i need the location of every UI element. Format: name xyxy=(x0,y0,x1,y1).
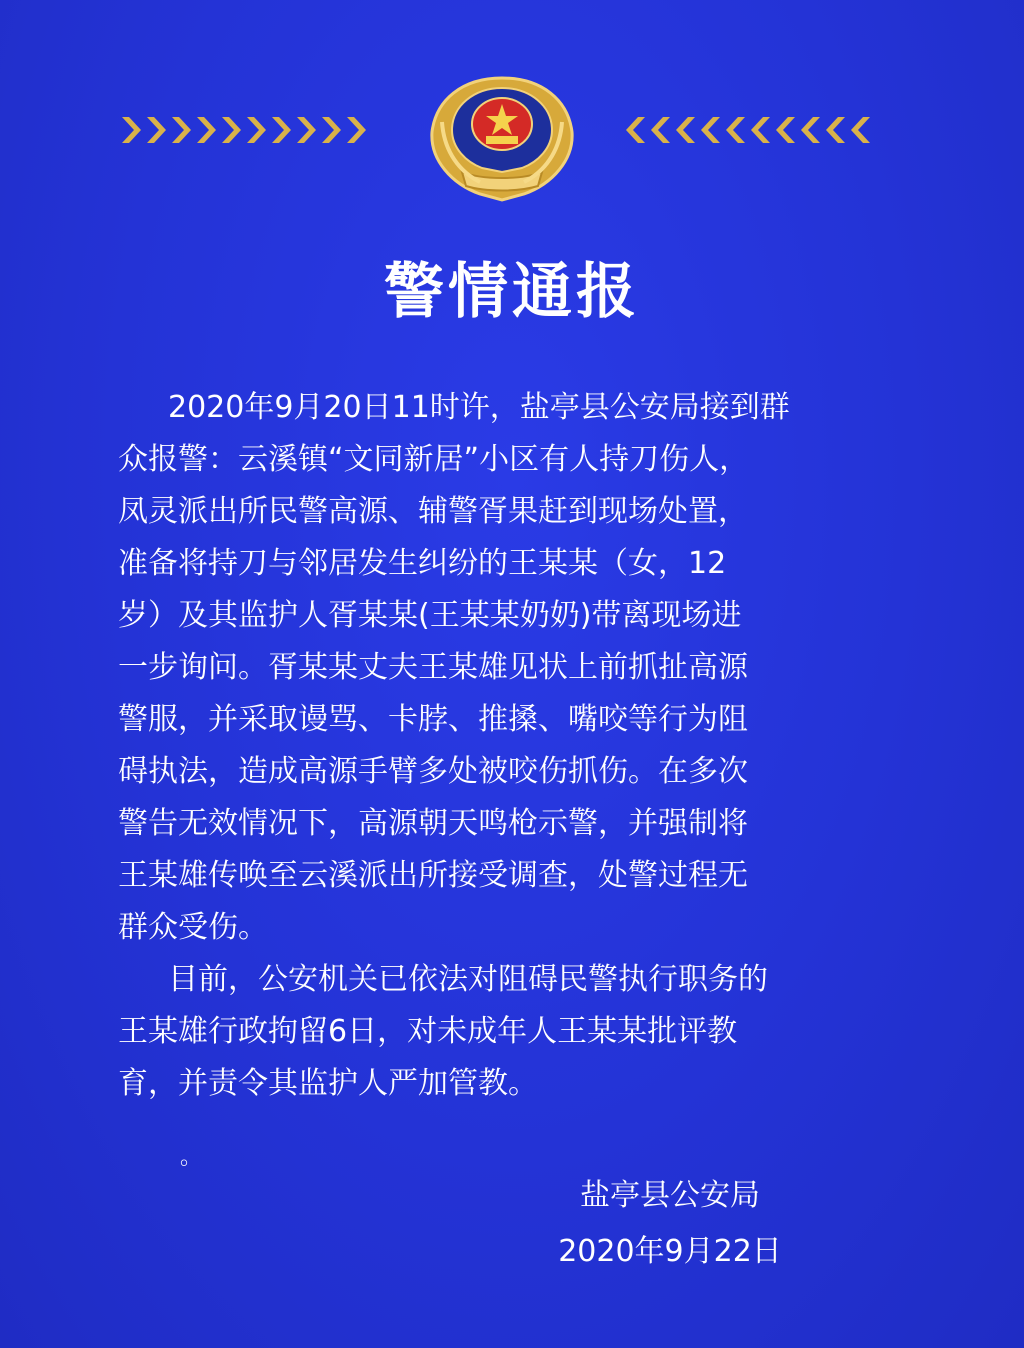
chevron-mark xyxy=(222,117,241,143)
signature-date: 2020年9月22日 xyxy=(558,1234,782,1269)
paragraph-line: 王某雄行政拘留6日，对未成年人王某某批评教 xyxy=(118,1014,738,1049)
notice-title: 警情通报 xyxy=(384,257,640,327)
paragraph-line: 一步询问。胥某某丈夫王某雄见状上前抓扯高源 xyxy=(118,650,748,685)
chevron-mark xyxy=(172,117,191,143)
signature-org: 盐亭县公安局 xyxy=(580,1178,760,1213)
chevron-mark xyxy=(122,117,141,143)
paragraph-line: 准备将持刀与邻居发生纠纷的王某某（女，12 xyxy=(118,546,727,581)
chevron-right-row-icon xyxy=(118,113,378,147)
chevron-mark xyxy=(776,117,795,143)
signature-block xyxy=(540,1168,800,1280)
chevron-mark xyxy=(826,117,845,143)
chevron-mark xyxy=(651,117,670,143)
chevron-mark xyxy=(347,117,366,143)
chevron-mark xyxy=(272,117,291,143)
notice-body xyxy=(118,382,894,1110)
chevron-left-row-icon xyxy=(622,113,882,147)
chevron-mark xyxy=(701,117,720,143)
chevron-mark xyxy=(626,117,645,143)
police-emblem-icon xyxy=(422,72,582,202)
paragraph-line: 岁）及其监护人胥某某(王某某奶奶)带离现场进 xyxy=(118,598,742,633)
paragraph-line: 警服，并采取谩骂、卡脖、推搡、嘴咬等行为阻 xyxy=(118,702,748,737)
chevron-mark xyxy=(197,117,216,143)
paragraph-line: 碍执法，造成高源手臂多处被咬伤抓伤。在多次 xyxy=(118,754,748,789)
paragraph-line: 凤灵派出所民警高源、辅警胥果赶到现场处置， xyxy=(118,494,748,529)
chevron-mark xyxy=(322,117,341,143)
paragraph-line: 育，并责令其监护人严加管教。 xyxy=(118,1066,538,1101)
paragraph-line: 2020年9月20日11时许，盐亭县公安局接到群 xyxy=(168,390,790,425)
paragraph-line: 警告无效情况下，高源朝天鸣枪示警，并强制将 xyxy=(118,806,748,841)
chevron-mark xyxy=(247,117,266,143)
chevron-mark xyxy=(851,117,870,143)
chevron-mark xyxy=(676,117,695,143)
chevron-mark xyxy=(726,117,745,143)
paragraph-line: 群众受伤。 xyxy=(118,910,268,945)
paragraph-line: 目前，公安机关已依法对阻碍民警执行职务的 xyxy=(168,962,768,997)
paragraph-line: 众报警：云溪镇“文同新居”小区有人持刀伤人， xyxy=(118,442,750,477)
chevron-mark xyxy=(751,117,770,143)
chevron-mark xyxy=(801,117,820,143)
stray-mark: 。 xyxy=(180,1145,203,1170)
chevron-mark xyxy=(147,117,166,143)
chevron-mark xyxy=(297,117,316,143)
paragraph-line: 王某雄传唤至云溪派出所接受调查，处警过程无 xyxy=(118,858,748,893)
